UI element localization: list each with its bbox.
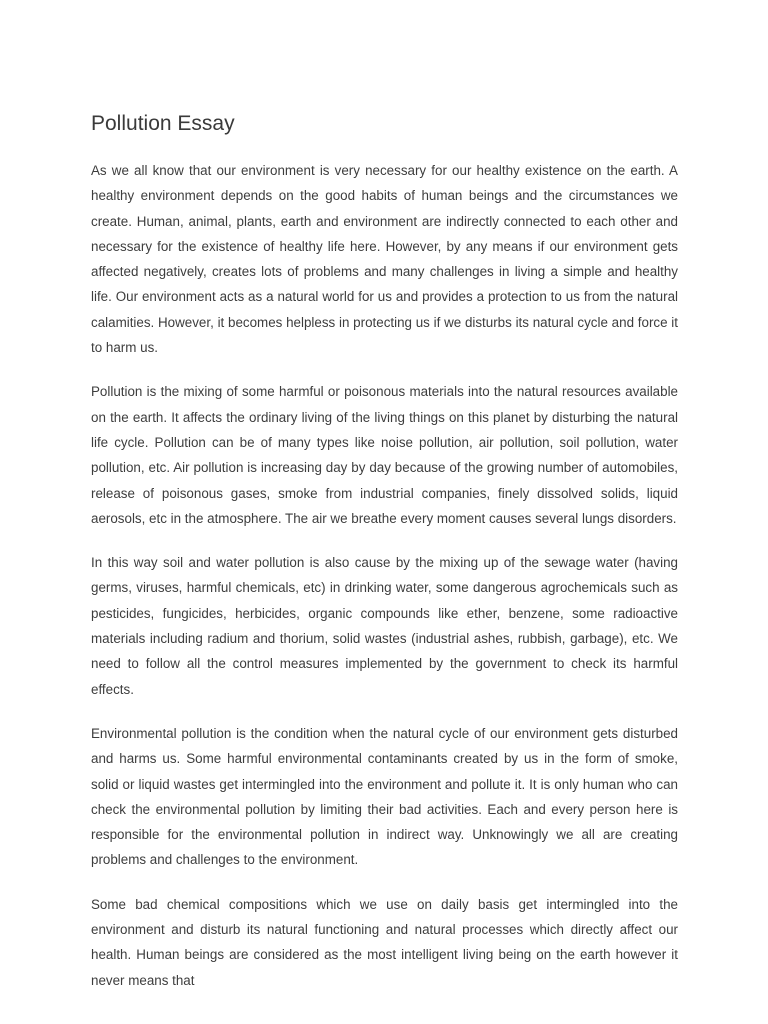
page-title: Pollution Essay xyxy=(91,112,235,135)
essay-body xyxy=(91,158,678,1012)
paragraph-definition: Pollution is the mixing of some harmful or poisonous materials into the natural resources available on the earth. It affects the ordinary living of the living things on this planet by disturbing the natural life cycle. Pollution can be of many types like noise pollution, air pollution, soil pollution, water pollution, etc. Air pollution is increasing day by day because of the growing number of automobiles, release of poisonous gases, smoke from industrial companies, finely dissolved solids, liquid aerosols, etc in the atmosphere. The air we breathe every moment causes several lungs disorders. xyxy=(91,384,678,526)
paragraph-soil-water: In this way soil and water pollution is also cause by the mixing up of the sewage water (having germs, viruses, harmful chemicals, etc) in drinking water, some dangerous agrochemicals such as pesticides, fungicides, herbicides, organic compounds like ether, benzene, some radioactive materials including radium and thorium, solid wastes (industrial ashes, rubbish, garbage), etc. We need to follow all the control measures implemented by the government to check its harmful effects. xyxy=(91,555,678,697)
paragraph-environmental: Environmental pollution is the condition when the natural cycle of our environment gets disturbed and harms us. Some harmful environmental contaminants created by us in the form of smoke, solid or liquid wastes get intermingled into the environment and pollute it. It is only human who can check the environmental pollution by limiting their bad activities. Each and every person here is responsible for the environmental pollution in indirect way. Unknowingly we all are creating problems and challenges to the environment. xyxy=(91,725,678,868)
paragraph-intro: As we all know that our environment is very necessary for our healthy existence on the earth. A healthy environment depends on the good habits of human beings and the circumstances we create. Human, animal, plants, earth and environment are indirectly connected to each other and necessary for the existence of healthy life here. However, by any means if our environment gets affected negatively, creates lots of problems and many challenges in living a simple and healthy life. Our environment acts as a natural world for us and provides a protection to us from the natural calamities. However, it becomes helpless in protecting us if we disturbs its natural cycle and force it to harm us. xyxy=(91,163,678,356)
paragraph-chemicals: Some bad chemical compositions which we use on daily basis get intermingled into the environment and disturb its natural functioning and natural processes which directly affect our health. Human beings are considered as the most intelligent living being on the earth however it never means that xyxy=(91,896,678,988)
